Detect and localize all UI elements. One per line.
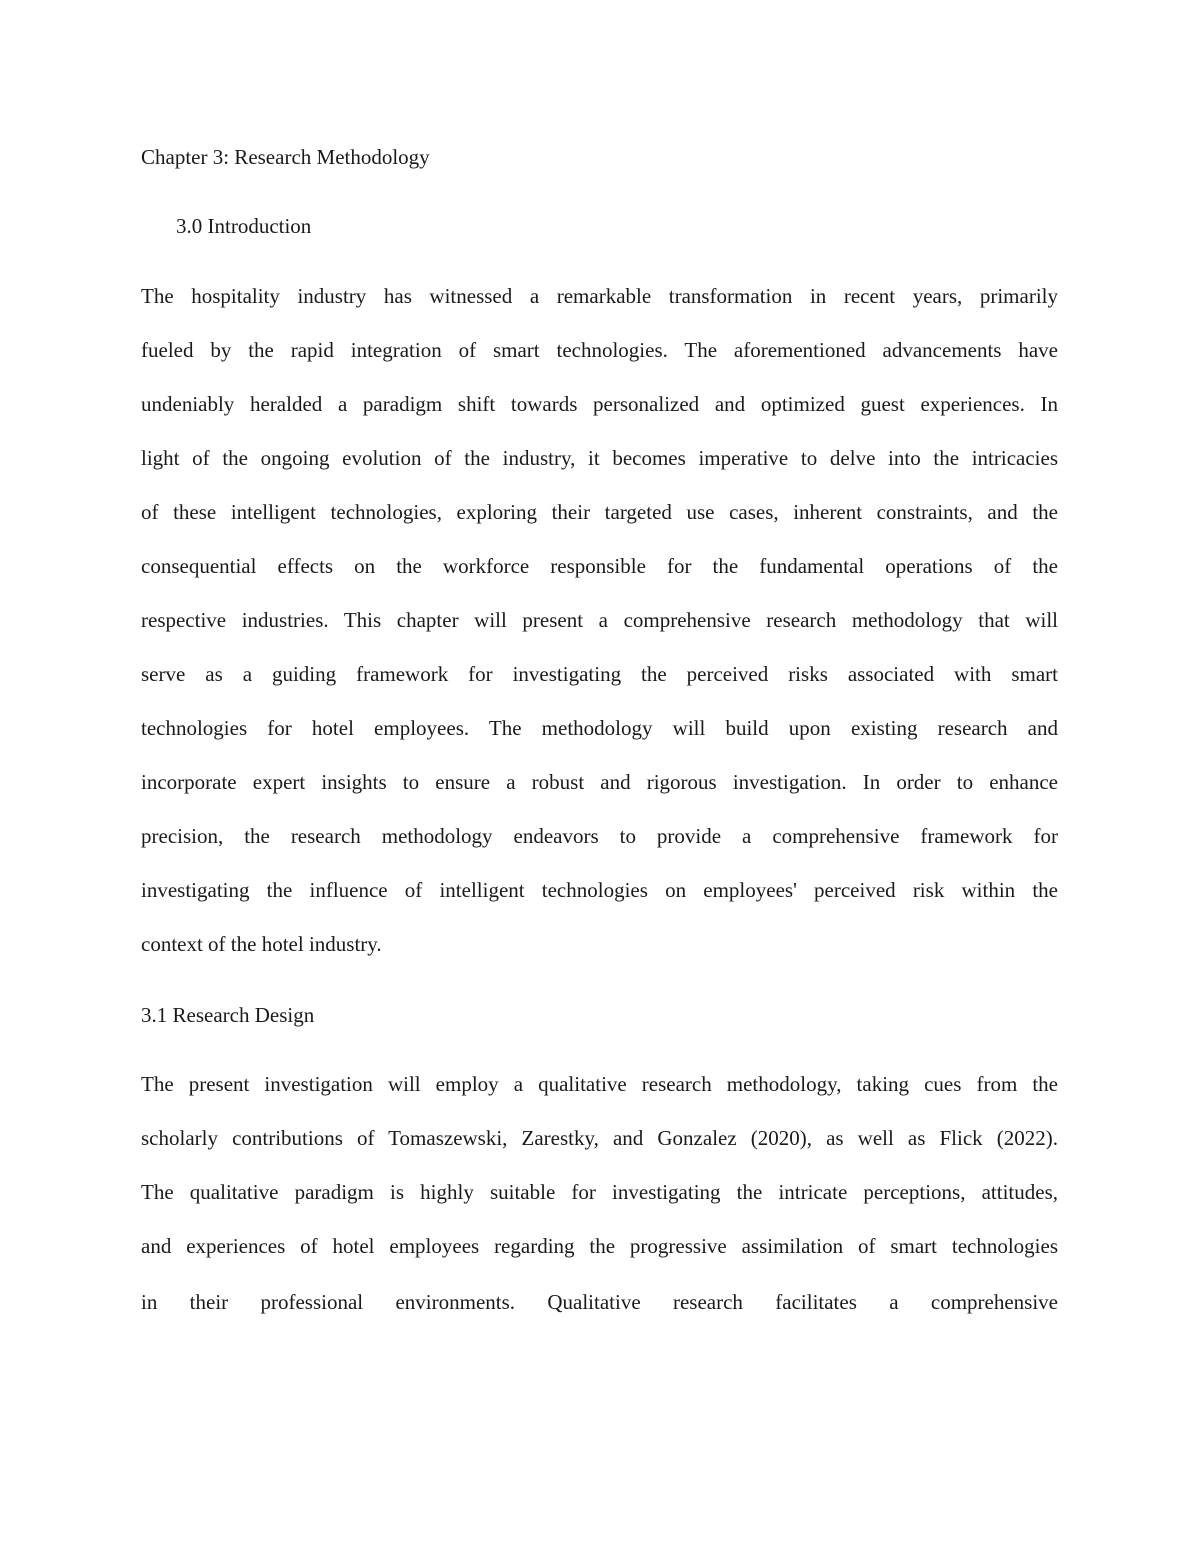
intro-paragraph-line: investigating the influence of intelligent technologies on employees' perceived risk within the <box>141 878 1058 902</box>
intro-paragraph-line: incorporate expert insights to ensure a robust and rigorous investigation. In order to enhance <box>141 770 1058 794</box>
design-paragraph-line: The qualitative paradigm is highly suitable for investigating the intricate perceptions, attitudes, <box>141 1180 1058 1204</box>
intro-paragraph-line: serve as a guiding framework for investigating the perceived risks associated with smart <box>141 662 1058 686</box>
intro-paragraph-line: of these intelligent technologies, exploring their targeted use cases, inherent constraints, and the <box>141 500 1058 524</box>
intro-paragraph-line: technologies for hotel employees. The methodology will build upon existing research and <box>141 716 1058 740</box>
intro-paragraph-line: precision, the research methodology endeavors to provide a comprehensive framework for <box>141 824 1058 848</box>
design-paragraph-line: in their professional environments. Qualitative research facilitates a comprehensive <box>141 1290 1058 1314</box>
chapter-title: Chapter 3: Research Methodology <box>141 145 430 169</box>
section-heading-research-design: 3.1 Research Design <box>141 1003 315 1027</box>
design-paragraph-line: scholarly contributions of Tomaszewski, Zarestky, and Gonzalez (2020), as well as Flick (2022). <box>141 1126 1058 1150</box>
intro-paragraph-line: respective industries. This chapter will present a comprehensive research methodology that will <box>141 608 1058 632</box>
intro-paragraph-line: fueled by the rapid integration of smart technologies. The aforementioned advancements have <box>141 338 1058 362</box>
intro-paragraph-line: context of the hotel industry. <box>141 932 382 956</box>
intro-paragraph-line: light of the ongoing evolution of the industry, it becomes imperative to delve into the intricacies <box>141 446 1058 470</box>
intro-paragraph-line: The hospitality industry has witnessed a remarkable transformation in recent years, primarily <box>141 284 1058 308</box>
design-paragraph-line: The present investigation will employ a qualitative research methodology, taking cues from the <box>141 1072 1058 1096</box>
design-paragraph-line: and experiences of hotel employees regarding the progressive assimilation of smart technologies <box>141 1234 1058 1258</box>
intro-paragraph-line: undeniably heralded a paradigm shift towards personalized and optimized guest experiences. In <box>141 392 1058 416</box>
intro-paragraph-line: consequential effects on the workforce responsible for the fundamental operations of the <box>141 554 1058 578</box>
section-heading-introduction: 3.0 Introduction <box>176 214 312 238</box>
